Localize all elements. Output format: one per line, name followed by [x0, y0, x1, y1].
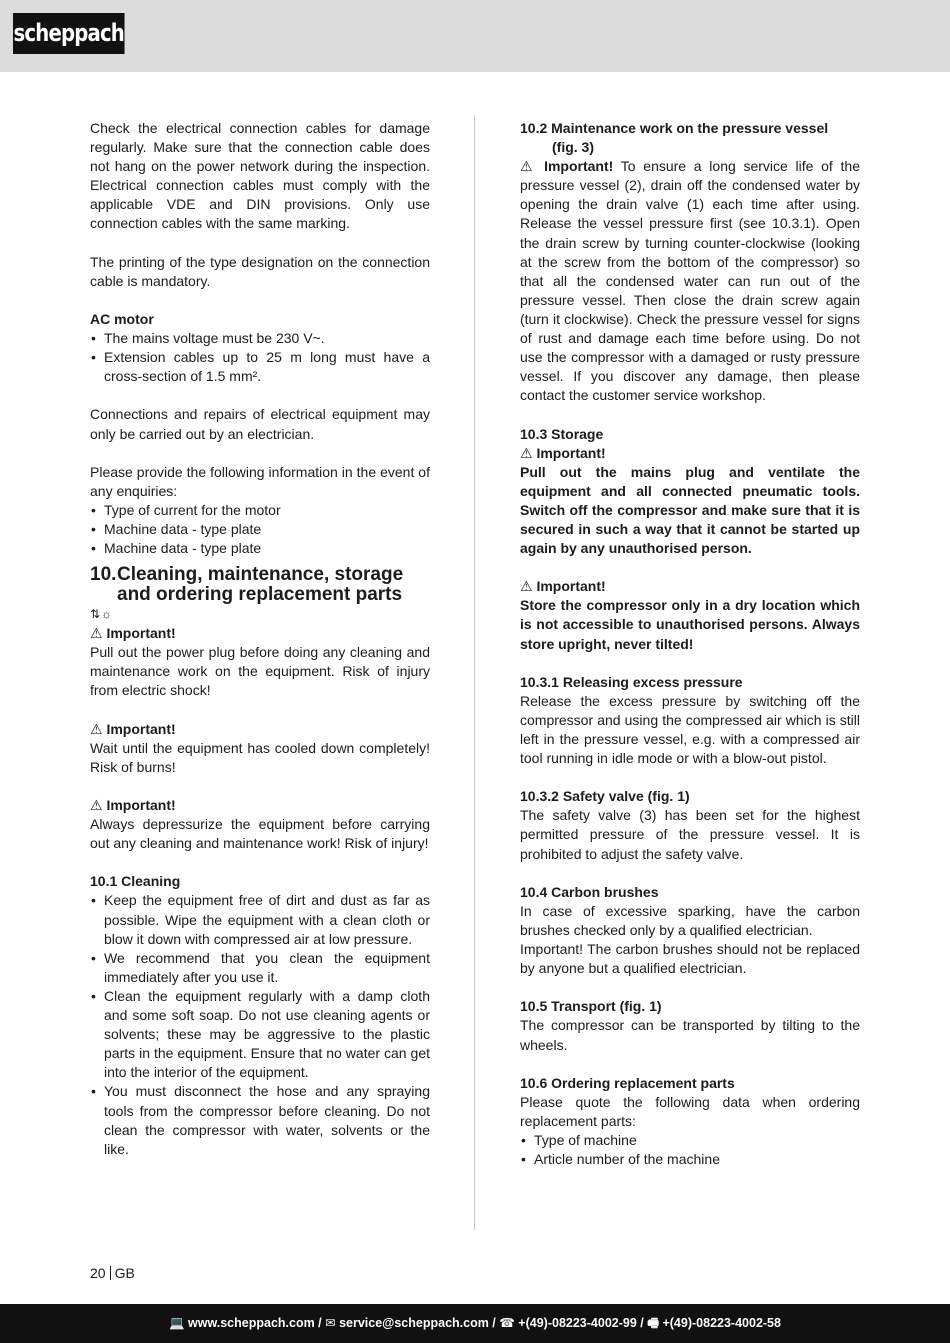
- paragraph: Please quote the following data when ordering replacement parts:: [520, 1093, 860, 1129]
- list-item: • Clean the equipment regularly with a damp cloth and some soft soap. Do not use cleaning agents or solvents; these may be aggressive to the plastic parts in the equipment. Ensure that no water can get into the interior of the equipment.: [90, 987, 430, 1082]
- footer-contact: 💻 www.scheppach.com / ✉ service@scheppach.com / ☎ +(49)-08223-4002-99 / 🖷 +(49)-08223-4002-58: [169, 1316, 781, 1330]
- subheading: 10.3 Storage: [520, 425, 604, 442]
- list-item: • Type of current for the motor: [90, 501, 430, 520]
- subheading: 10.1 Cleaning: [90, 873, 181, 890]
- warning-icon: ⚠: [520, 578, 533, 595]
- paragraph: ⚠ Important! To ensure a long service life of the pressure vessel (2), drain off the condensed water by opening the drain valve (1) each time after using. Release the vessel pressure first (see 10.3.1). Open the drain screw by turning counter-clockwise (looking at the screw from the bottom of the compressor) so that all the condensed water can run out of the pressure vessel. Then close the drain screw again (turn it clockwise). Check the pressure vessel for signs of rust and damage each time before using. Do not use the compressor with a damaged or rusty pressure vessel. If you discover any damage, then please contact the customer service workshop.: [520, 158, 860, 404]
- warning-icon: ⚠: [520, 158, 537, 175]
- list-item: • Type of machine: [520, 1131, 860, 1150]
- page-footer: [0, 1304, 950, 1343]
- paragraph: Release the excess pressure by switching off the compressor and using the compressed air which is still left in the pressure vessel, e.g. with a compressed air tool running in idle mode or with a blow-out pistol.: [520, 692, 860, 767]
- subheading: 10.2 Maintenance work on the pressure vessel: [520, 120, 829, 136]
- warning-icon: ⚠: [520, 444, 533, 461]
- subheading: 10.3.2 Safety valve (fig. 1): [520, 788, 690, 805]
- warning-label: ⚠ Important!: [520, 578, 606, 595]
- warning-label: ⚠ Important!: [90, 720, 176, 737]
- paragraph: Pull out the power plug before doing any cleaning and maintenance work on the equipment. Risk of injury from electric shock!: [90, 644, 430, 699]
- subheading: 10.5 Transport (fig. 1): [520, 998, 662, 1015]
- section-symbols-icon: ⇅☼: [90, 607, 114, 622]
- paragraph: Store the compressor only in a dry location which is not accessible to unauthorised persons. Always store upright, never tilted!: [520, 597, 860, 652]
- list-item: • Keep the equipment free of dirt and dust as far as possible. Wipe the equipment with a clean cloth or blow it down with compressed air at low pressure.: [90, 891, 430, 948]
- subheading: 10.6 Ordering replacement parts: [520, 1074, 735, 1091]
- replacement-parts-list: [520, 1131, 860, 1169]
- page-header: [0, 0, 950, 72]
- paragraph: The printing of the type designation on the connection cable is mandatory.: [90, 253, 430, 289]
- paragraph: Pull out the mains plug and ventilate the equipment and all connected pneumatic tools. Switch off the compressor and make sure that it is secured in such a way that it cannot be started up again by any unauthorised person.: [520, 463, 860, 557]
- warning-icon: ⚠: [90, 797, 103, 813]
- list-item: • The mains voltage must be 230 V~.: [90, 329, 430, 348]
- paragraph: Connections and repairs of electrical equipment may only be carried out by an electrician.: [90, 406, 430, 442]
- subheading: 10.4 Carbon brushes: [520, 883, 659, 900]
- right-column: [520, 119, 860, 1169]
- ac-motor-list: [90, 329, 430, 386]
- column-divider: [474, 115, 475, 1230]
- list-item: • Machine data - type plate: [90, 539, 430, 558]
- list-item: • Article number of the machine: [520, 1150, 860, 1169]
- paragraph: Check the electrical connection cables for damage regularly. Make sure that the connection cable does not hang on the power network during the inspection. Electrical connection cables must comply with the applicable VDE and DIN provisions. Only use connection cables with the same marking.: [90, 120, 430, 232]
- paragraph: In case of excessive sparking, have the carbon brushes checked only by a qualified electrician.: [520, 902, 860, 938]
- list-item: • You must disconnect the hose and any spraying tools from the compressor before cleaning. Do not clean the compressor with water, solvents or the like.: [90, 1082, 430, 1158]
- warning-label: ⚠ Important!: [90, 625, 176, 642]
- warning-icon: ⚠: [90, 720, 103, 737]
- left-column: [90, 119, 430, 1159]
- scheppach-logo: scheppach: [13, 13, 125, 54]
- paragraph: The safety valve (3) has been set for the highest permitted pressure of the pressure vessel. It is prohibited to adjust the safety valve.: [520, 807, 860, 862]
- warning-label: ⚠ Important!: [520, 444, 606, 461]
- warning-label: ⚠ Important!: [90, 797, 176, 813]
- paragraph: Important! The carbon brushes should not be replaced by anyone but a qualified electrician.: [520, 941, 860, 977]
- subheading: (fig. 3): [552, 139, 594, 156]
- section-heading: 10.Cleaning, maintenance, storage and ordering replacement parts: [90, 564, 404, 606]
- page-number: 20 GB: [90, 1265, 135, 1281]
- subheading: AC motor: [90, 310, 154, 327]
- subheading: 10.3.1 Releasing excess pressure: [520, 673, 743, 690]
- paragraph: The compressor can be transported by tilting to the wheels.: [520, 1017, 860, 1053]
- list-item: • Machine data - type plate: [90, 520, 430, 539]
- paragraph: Wait until the equipment has cooled down completely! Risk of burns!: [90, 739, 430, 775]
- list-item: • Extension cables up to 25 m long must have a cross-section of 1.5 mm².: [90, 348, 430, 386]
- enquiry-list: [90, 501, 430, 558]
- list-item: • We recommend that you clean the equipment immediately after you use it.: [90, 949, 430, 987]
- paragraph: Always depressurize the equipment before carrying out any cleaning and maintenance work! Risk of injury!: [90, 816, 430, 852]
- warning-icon: ⚠: [90, 625, 103, 642]
- cleaning-list: [90, 891, 430, 1158]
- paragraph: Please provide the following information in the event of any enquiries:: [90, 463, 430, 499]
